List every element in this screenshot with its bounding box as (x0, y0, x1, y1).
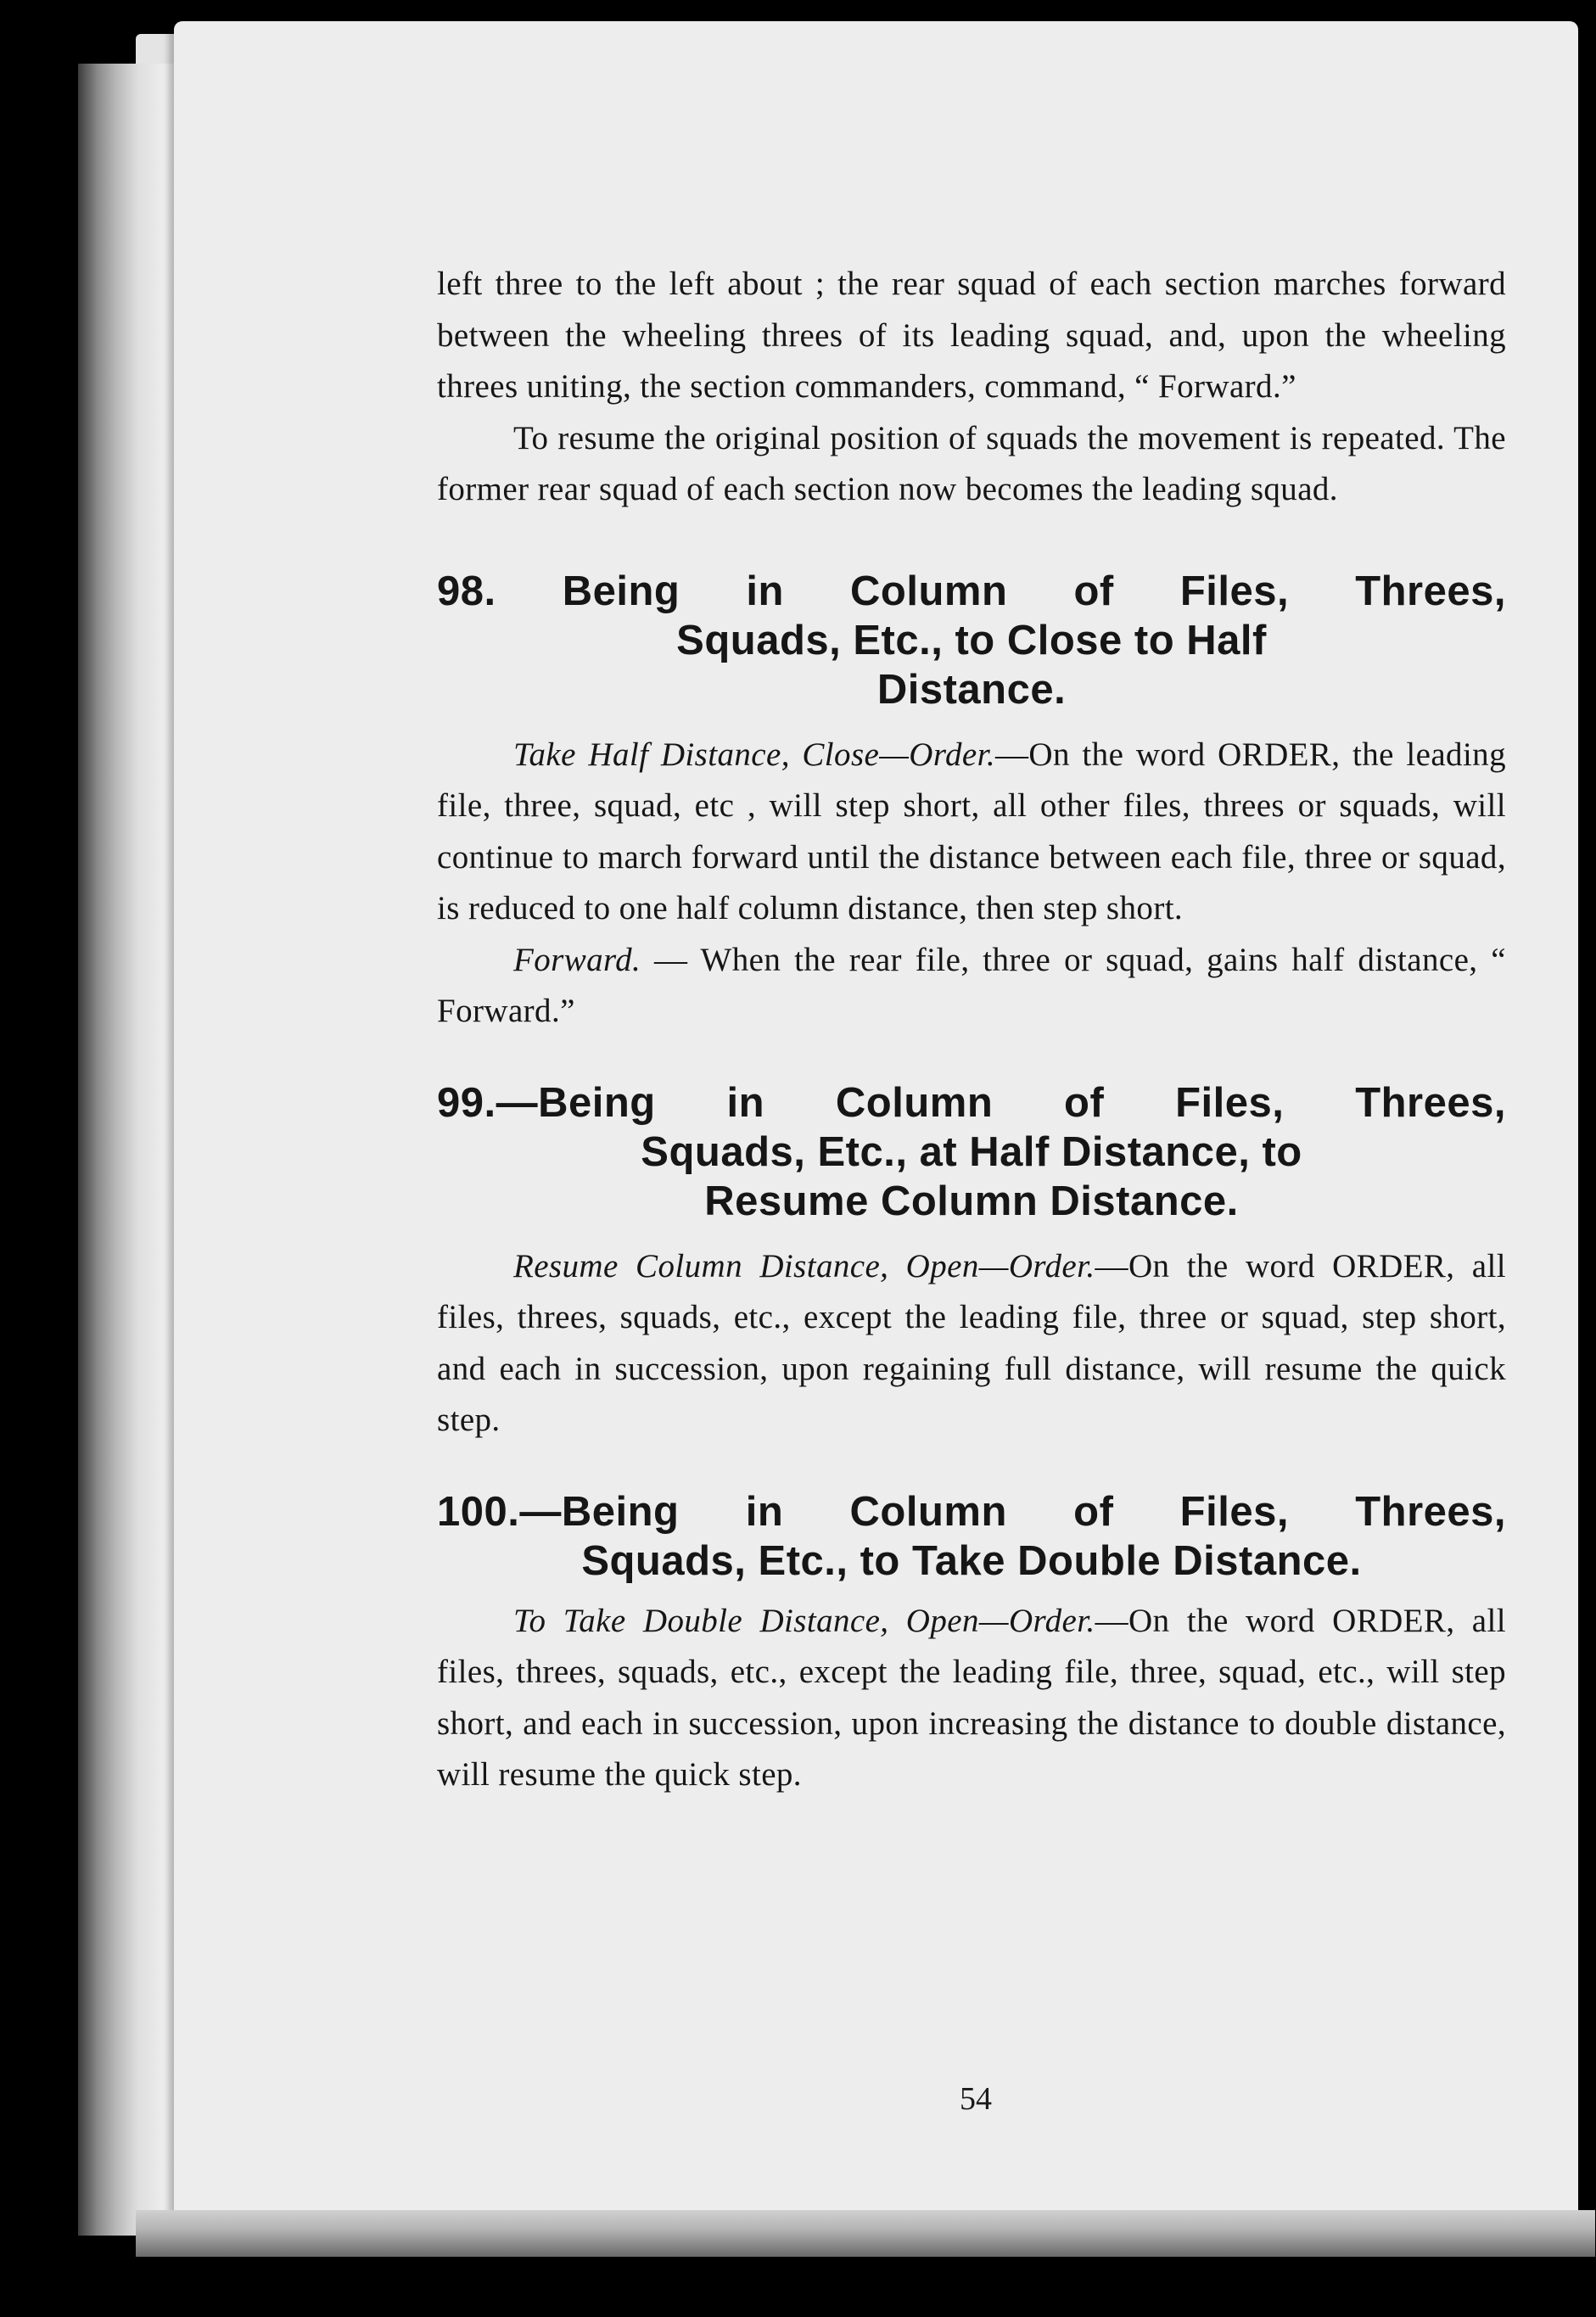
section-98-text-2: — When the rear file, three or squad, gains half distance, “ Forward.” (437, 941, 1506, 1029)
section-99-heading-line1: 99.—Being in Column of Files, Threes, (437, 1079, 1506, 1126)
section-98-paragraph-2 (437, 935, 1506, 1038)
continuation-paragraph: left three to the left about ; the rear squad of each section marches forward between the wheeling threes of its leading squad, and, upon the wheeling threes uniting, the section commanders, command, “ Forward.” (437, 266, 1506, 405)
section-99-text-1: —On the word ORDER, all files, threes, squads, etc., except the leading file, three or squad, step short, and each in succession, upon regaining full distance, will resume the quick step. (437, 1247, 1506, 1438)
section-100-text-1: —On the word ORDER, all files, threes, squads, etc., except the leading file, three, squad, etc., will step short, and each in succession, upon increasing the distance to double distance, will resume the quick step. (437, 1602, 1506, 1793)
section-99-command-1: Resume Column Distance, Open—Order. (513, 1247, 1095, 1284)
book-binding-edge (78, 64, 187, 2236)
section-98-command-2: Forward. (513, 941, 641, 978)
section-100-heading-line1: 100.—Being in Column of Files, Threes, (437, 1488, 1506, 1535)
section-100-heading (437, 1487, 1506, 1586)
page-bottom-edge (136, 2210, 1595, 2257)
section-99-paragraph-1 (437, 1241, 1506, 1447)
section-98-paragraph-1 (437, 730, 1506, 935)
section-98-heading-line1: 98. Being in Column of Files, Threes, (437, 568, 1506, 614)
page-text (437, 259, 1506, 1801)
resume-paragraph: To resume the original position of squads the movement is repeated. The former rear squad of each section now becomes the leading squad. (437, 419, 1506, 507)
section-99-heading-line2: Squads, Etc., at Half Distance, to (641, 1128, 1302, 1175)
section-98-heading-line2: Squads, Etc., to Close to Half (676, 617, 1267, 663)
page-number: 54 (960, 2081, 992, 2117)
section-98-heading-line3: Distance. (876, 666, 1067, 713)
section-100-heading-line2: Squads, Etc., to Take Double Distance. (581, 1537, 1362, 1584)
section-98-command-1: Take Half Distance, Close—Order. (513, 736, 996, 773)
section-98-text-1: —On the word ORDER, the leading file, three, squad, etc , will step short, all other files, threes or squads, will continue to march forward until the distance between each file, three or squad, is reduced to one half column distance, then step short. (437, 736, 1506, 926)
section-100-paragraph-1 (437, 1596, 1506, 1801)
section-99-heading-line3: Resume Column Distance. (704, 1178, 1239, 1224)
section-100-command-1: To Take Double Distance, Open—Order. (513, 1602, 1095, 1639)
section-98-heading (437, 567, 1506, 714)
section-99-heading (437, 1078, 1506, 1226)
